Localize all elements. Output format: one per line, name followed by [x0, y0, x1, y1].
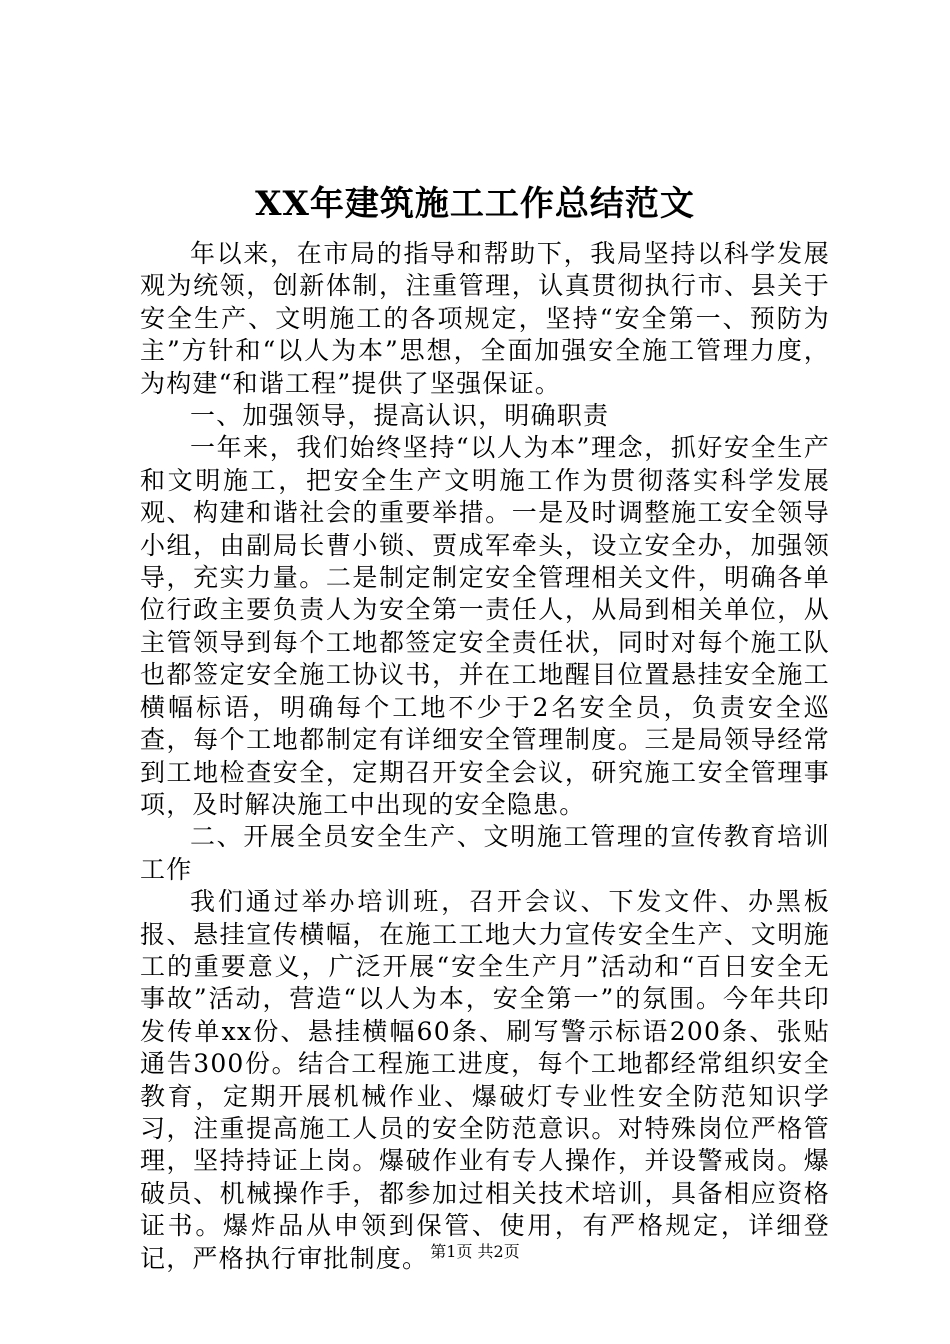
- document-body: [140, 238, 830, 1275]
- page-number-footer: 第1页 共2页: [430, 1242, 520, 1261]
- paragraph-section-1: 一年来，我们始终坚持“以人为本”理念，抓好安全生产和文明施工，把安全生产文明施工作为贯彻落实科学发展观、构建和谐社会的重要举措。一是及时调整施工安全领导小组，由副局长曹小锁、贾成军牵头，设立安全办，加强领导，充实力量。二是制定制定安全管理相关文件，明确各单位行政主要负责人为安全第一责任人，从局到相关单位，从主管领导到每个工地都签定安全责任状，同时对每个施工队也都签定安全施工协议书，并在工地醒目位置悬挂安全施工横幅标语，明确每个工地不少于2名安全员，负责安全巡查，每个工地都制定有详细安全管理制度。三是局领导经常到工地检查安全，定期召开安全会议，研究施工安全管理事项，及时解决施工中出现的安全隐患。: [140, 433, 830, 819]
- document-title: XX年建筑施工工作总结范文: [255, 184, 695, 224]
- paragraph-intro: 年以来，在市局的指导和帮助下，我局坚持以科学发展观为统领，创新体制，注重管理，认真贯彻执行市、县关于安全生产、文明施工的各项规定，坚持“安全第一、预防为主”方针和“以人为本”思想，全面加强安全施工管理力度，为构建“和谐工程”提供了坚强保证。: [140, 239, 830, 398]
- section-heading-1: 一、加强领导，提高认识，明确职责: [190, 401, 610, 431]
- paragraph-section-2: 我们通过举办培训班，召开会议、下发文件、办黑板报、悬挂宣传横幅，在施工工地大力宣传安全生产、文明施工的重要意义，广泛开展“安全生产月”活动和“百日安全无事故”活动，营造“以人为本，安全第一”的氛围。今年共印发传单xx份、悬挂横幅60条、刷写警示标语200条、张贴通告300份。结合工程施工进度，每个工地都经常组织安全教育，定期开展机械作业、爆破灯专业性安全防范知识学习，注重提高施工人员的安全防范意识。对特殊岗位严格管理，坚持持证上岗。爆破作业有专人操作，并设警戒岗。爆破员、机械操作手，都参加过相关技术培训，具备相应资格证书。爆炸品从申领到保管、使用，有严格规定，详细登记，严格执行审批制度。: [140, 887, 830, 1273]
- section-heading-2: 二、开展全员安全生产、文明施工管理的宣传教育培训工作: [140, 822, 830, 884]
